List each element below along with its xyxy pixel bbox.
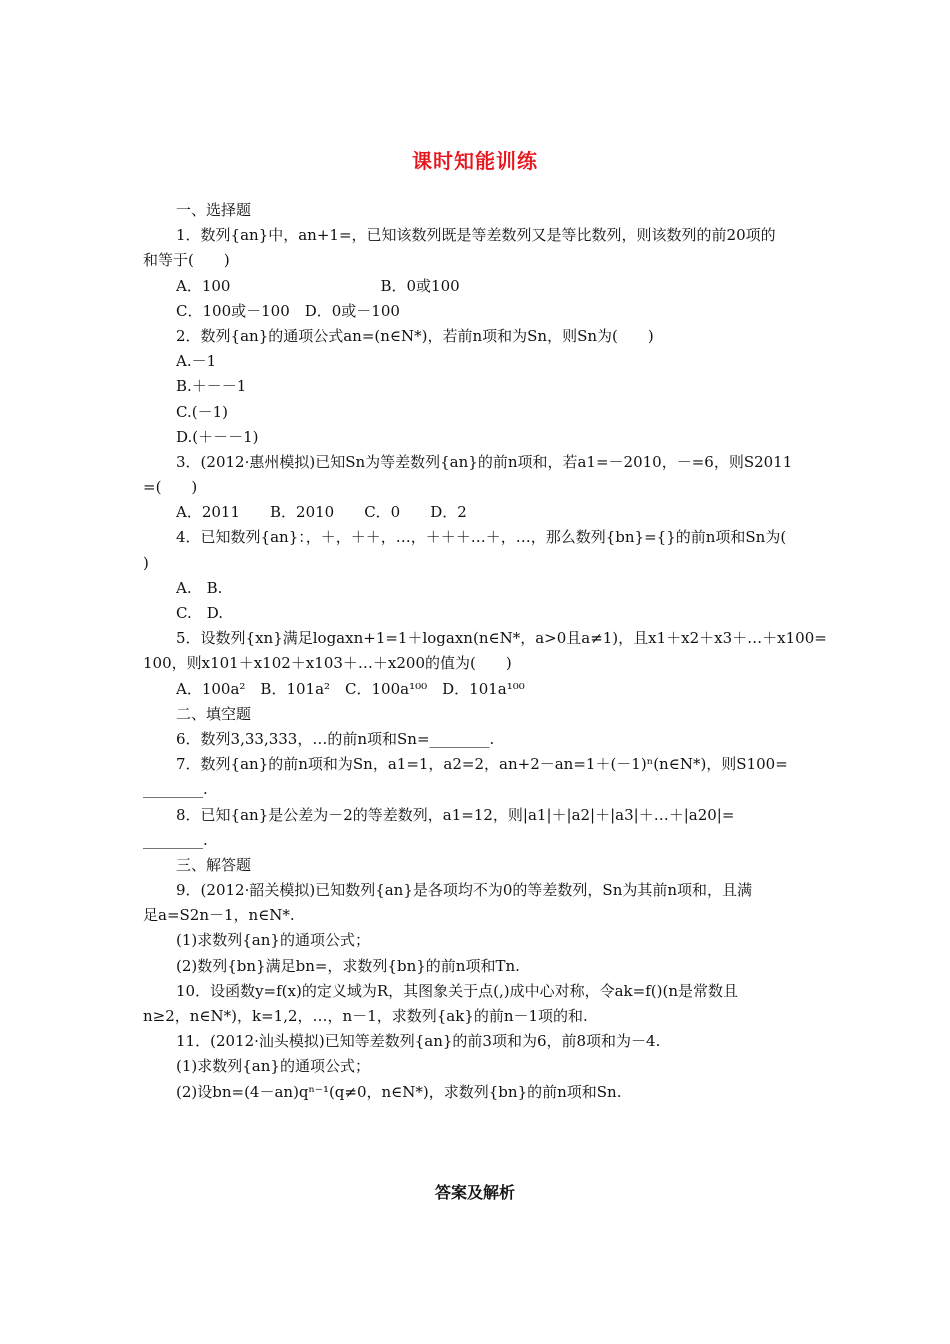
text-line: 10．设函数y=f(x)的定义域为R，其图象关于点(,)成中心对称，令ak=f()(n是常数且: [176, 981, 738, 1000]
text-line: n≥2，n∈N*)，k=1,2，…，n－1，求数列{ak}的前n－1项的和.: [143, 1007, 588, 1025]
text-line: 100，则x101＋x102＋x103＋…＋x200的值为( ): [143, 654, 512, 673]
text-line: C. D.: [176, 604, 223, 622]
text-line: 足a=S2n－1，n∈N*.: [143, 906, 295, 925]
text-line: 1．数列{an}中，an+1=，已知该数列既是等差数列又是等比数列，则该数列的前20项的: [176, 226, 776, 245]
document-body: [143, 198, 827, 1105]
text-line: (2)数列{bn}满足bn=，求数列{bn}的前n项和Tn.: [176, 956, 520, 975]
text-line: D.(＋－－1): [176, 427, 259, 446]
text-line: C．100或－100 D．0或－100: [176, 301, 400, 320]
text-line: A．100a² B．101a² C．100a¹⁰⁰ D．101a¹⁰⁰: [176, 679, 525, 698]
text-line: 6．数列3,33,333，…的前n项和Sn=________.: [176, 729, 495, 748]
text-line: 三、解答题: [176, 855, 252, 874]
text-line: (2)设bn=(4－an)qⁿ⁻¹(q≠0，n∈N*)，求数列{bn}的前n项和Sn.: [176, 1082, 622, 1101]
text-line: 2．数列{an}的通项公式an=(n∈N*)，若前n项和为Sn，则Sn为( ): [176, 326, 654, 345]
text-line: 一、选择题: [176, 201, 252, 219]
text-line: A．100 B．0或100: [176, 276, 460, 295]
text-line: =( ): [143, 478, 198, 497]
text-line: ________.: [143, 830, 208, 849]
page-title: 课时知能训练: [412, 149, 538, 173]
text-line: 7．数列{an}的前n项和为Sn，a1=1，a2=2，an+2－an=1＋(－1)ⁿ(n∈N*)，则S100=: [176, 755, 788, 774]
text-line: 二、填空题: [176, 704, 252, 723]
text-line: ): [143, 553, 149, 572]
text-line: A.－1: [176, 352, 217, 371]
text-line: 和等于( ): [143, 251, 230, 270]
text-line: 8．已知{an}是公差为－2的等差数列，a1=12，则|a1|＋|a2|＋|a3|＋…＋|a20|=: [176, 805, 735, 824]
answers-heading: 答案及解析: [434, 1183, 515, 1202]
text-line: (1)求数列{an}的通项公式；: [176, 1057, 370, 1076]
text-line: 3．(2012·惠州模拟)已知Sn为等差数列{an}的前n项和，若a1=－2010，－=6，则S2011: [176, 452, 793, 471]
text-line: 9．(2012·韶关模拟)已知数列{an}是各项均不为0的等差数列，Sn为其前n项和，且满: [176, 881, 753, 900]
text-line: A. B.: [176, 578, 223, 597]
text-line: ________.: [143, 780, 208, 799]
text-line: C.(－1): [176, 402, 228, 421]
text-line: A．2011 B．2010 C．0 D．2: [176, 503, 467, 522]
text-line: B.＋－－1: [176, 377, 247, 396]
text-line: 4．已知数列{an}：，＋，＋＋，…，＋＋＋…＋，…，那么数列{bn}={}的前n项和Sn为(: [176, 528, 787, 547]
text-line: (1)求数列{an}的通项公式；: [176, 931, 370, 950]
text-line: 5．设数列{xn}满足logaxn+1=1＋logaxn(n∈N*，a>0且a≠1)，且x1＋x2＋x3＋…＋x100=: [176, 629, 827, 648]
text-line: 11．(2012·汕头模拟)已知等差数列{an}的前3项和为6，前8项和为－4.: [176, 1032, 661, 1051]
